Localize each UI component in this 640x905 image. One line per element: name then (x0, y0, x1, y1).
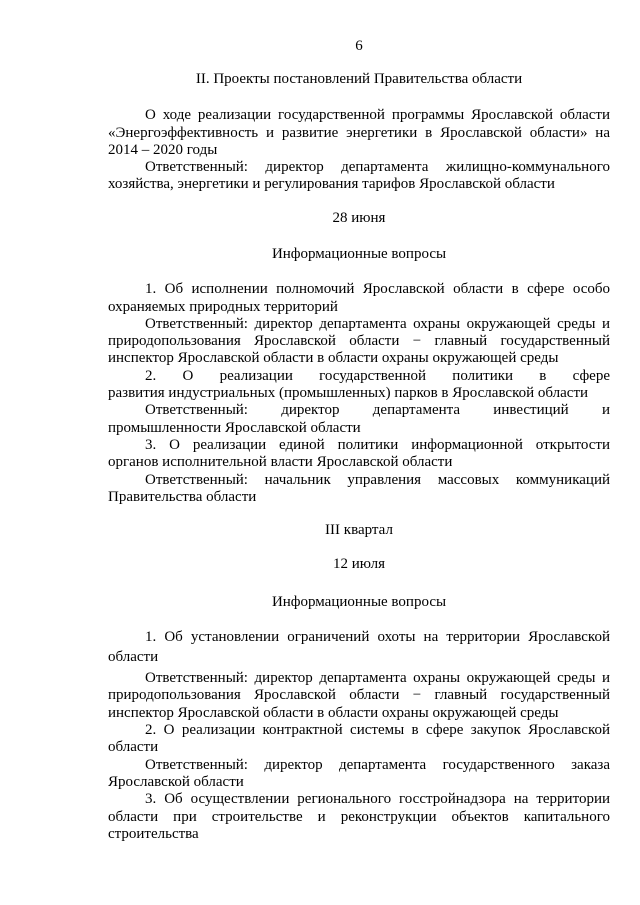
topic-line: 2. О реализации государственной политики в сфере (145, 367, 610, 384)
agenda-list (108, 281, 610, 506)
responsible-line: инспектор Ярославской области в области охраны окружающей среды (108, 704, 559, 721)
topic-line: 3. Об осуществлении регионального госстройнадзора на территории (145, 791, 610, 808)
quarter-title: III квартал (325, 522, 393, 539)
topic-line: 2. О реализации контрактной системы в сфере закупок Ярославской (145, 722, 610, 739)
responsible-line: Правительства области (108, 488, 257, 505)
responsible-line: промышленности Ярославской области (108, 419, 361, 436)
agenda-item-responsible (108, 472, 610, 507)
responsible-line: Ответственный: директор департамента жилищно-коммунального (145, 159, 610, 176)
topic-line: «Энергоэффективность и развитие энергетики в Ярославской области» на (108, 124, 610, 141)
responsible-line: природопользования Ярославской области − главный государственный (108, 333, 610, 350)
section-title: II. Проекты постановлений Правительства области (195, 71, 523, 88)
responsible-line: Ответственный: директор департамента охраны окружающей среды и (145, 315, 610, 332)
meeting-date: 28 июня (332, 210, 386, 227)
subsection-heading: Информационные вопросы (271, 246, 447, 263)
meeting-date: 12 июля (333, 556, 385, 573)
agenda-item-topic (108, 281, 610, 316)
responsible-line: Ответственный: директор департамента государственного заказа (145, 756, 610, 773)
topic-line: 1. Об исполнении полномочий Ярославской области в сфере особо (145, 281, 610, 298)
page-number: 6 (355, 38, 363, 54)
subsection-heading: Информационные вопросы (271, 594, 447, 611)
topic-line: строительства (108, 825, 199, 842)
topic-line: О ходе реализации государственной программы Ярославской области (145, 107, 610, 124)
agenda-item-topic (108, 437, 610, 472)
topic-line: области (108, 648, 159, 665)
topic-line: органов исполнительной власти Ярославской области (108, 454, 453, 471)
agenda-item-topic (108, 107, 610, 159)
agenda-item-responsible (108, 159, 610, 194)
topic-line: 2014 – 2020 годы (108, 141, 218, 158)
responsible-line: Ответственный: директор департамента инвестиций и (145, 402, 610, 419)
text-column (108, 0, 610, 843)
agenda-item-responsible (108, 402, 610, 437)
topic-line: охраняемых природных территорий (108, 298, 338, 315)
topic-line: области при строительстве и реконструкции объектов капитального (108, 808, 610, 825)
agenda-item-topic (108, 722, 610, 757)
topic-line: области (108, 739, 159, 756)
responsible-line: Ответственный: начальник управления массовых коммуникаций (145, 471, 610, 488)
agenda-item-topic (108, 791, 610, 843)
agenda-item-responsible (108, 670, 610, 722)
agenda-item-responsible (108, 316, 610, 368)
responsible-line: инспектор Ярославской области в области охраны окружающей среды (108, 350, 559, 367)
topic-line: развития индустриальных (промышленных) парков в Ярославской области (108, 385, 589, 402)
topic-line: 3. О реализации единой политики информационной открытости (145, 436, 610, 453)
agenda-item-topic (108, 368, 610, 403)
responsible-line: Ярославской области (108, 773, 244, 790)
agenda-item-topic (108, 627, 610, 667)
agenda-item-responsible (108, 757, 610, 792)
responsible-line: Ответственный: директор департамента охраны окружающей среды и (145, 670, 610, 687)
responsible-line: природопользования Ярославской области − главный государственный (108, 687, 610, 704)
topic-line: 1. Об установлении ограничений охоты на территории Ярославской (145, 628, 610, 645)
responsible-line: хозяйства, энергетики и регулирования тарифов Ярославской области (108, 176, 555, 193)
